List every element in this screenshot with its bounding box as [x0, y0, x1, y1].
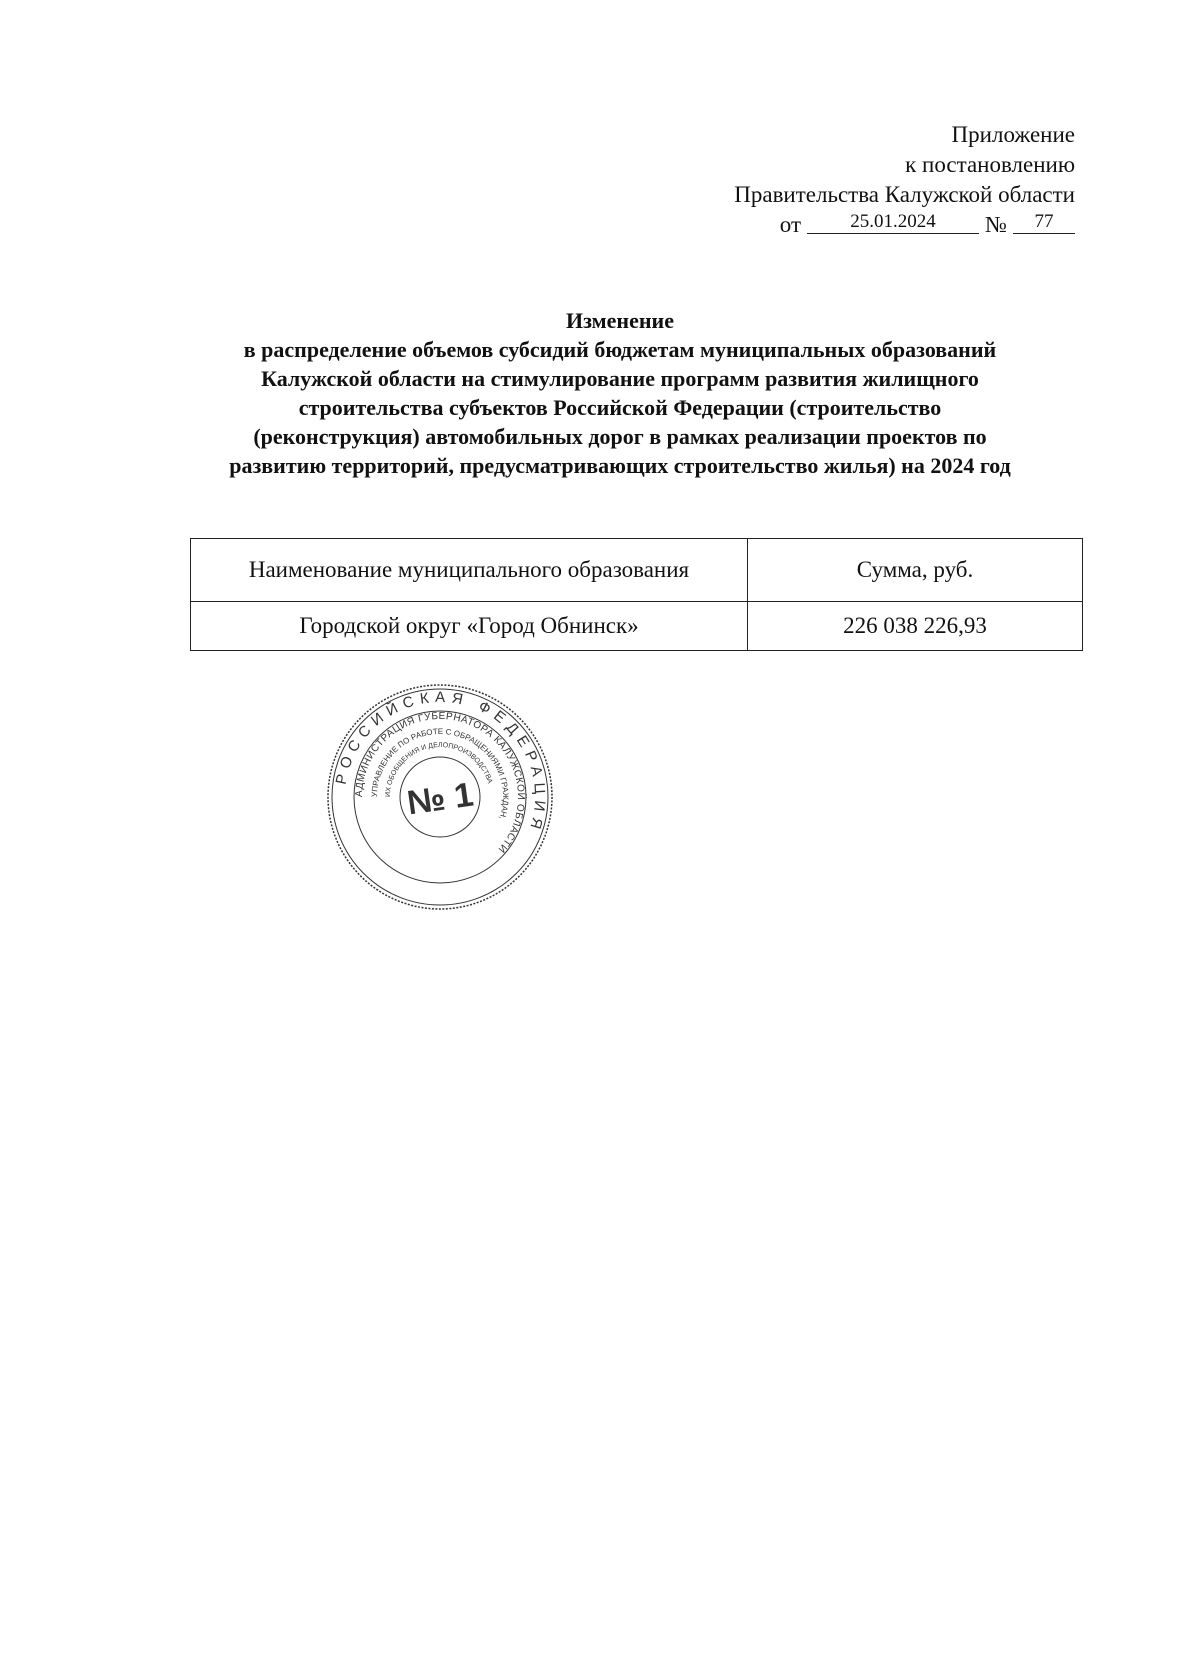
title-line: (реконструкция) автомобильных дорог в рамках реализации проектов по: [253, 424, 987, 449]
appendix-resolution: к постановлению: [905, 152, 1075, 177]
title-line: развитию территорий, предусматривающих строительство жилья) на 2024 год: [229, 453, 1011, 478]
official-seal: [325, 682, 555, 912]
seal-ring1-text: АДМИНИСТРАЦИЯ ГУБЕРНАТОРА КАЛУЖСКОЙ ОБЛАСТИ: [353, 710, 527, 855]
table-row: [191, 602, 1083, 651]
date-prefix: от: [779, 212, 802, 237]
municipality-cell: Городской округ «Город Обнинск»: [191, 602, 748, 651]
appendix-reference: [655, 210, 1075, 240]
column-header-amount: Сумма, руб.: [748, 539, 1083, 602]
seal-outer-text: РОССИЙСКАЯ ФЕДЕРАЦИЯ: [332, 688, 549, 837]
seal-graphic: [325, 682, 555, 912]
title-line: строительства субъектов Российской Федерации (строительство: [298, 395, 942, 420]
seal-ring3-text: ИХ ОБОБЩЕНИЯ И ДЕЛОПРОИЗВОДСТВА: [384, 741, 494, 798]
title-line: Изменение: [566, 308, 674, 333]
column-header-municipality: Наименование муниципального образования: [191, 539, 748, 602]
number-prefix: №: [985, 212, 1007, 237]
appendix-title: Приложение: [951, 122, 1075, 147]
document-number: 77: [1013, 211, 1075, 234]
title-line: в распределение объемов субсидий бюджетам муниципальных образований: [243, 337, 997, 362]
appendix-block: [655, 120, 1075, 240]
appendix-government: Правительства Калужской области: [734, 182, 1075, 207]
title-line: Калужской области на стимулирование программ развития жилищного: [261, 366, 979, 391]
document-title: [150, 306, 1090, 480]
seal-ring2-text: УПРАВЛЕНИЕ ПО РАБОТЕ С ОБРАЩЕНИЯМИ ГРАЖДАН,: [369, 726, 511, 821]
table-header-row: [191, 539, 1083, 602]
amount-cell: 226 038 226,93: [748, 602, 1083, 651]
document-date: 25.01.2024: [807, 211, 979, 234]
seal-center-number: № 1: [404, 775, 476, 823]
subsidy-table: [190, 538, 1083, 651]
